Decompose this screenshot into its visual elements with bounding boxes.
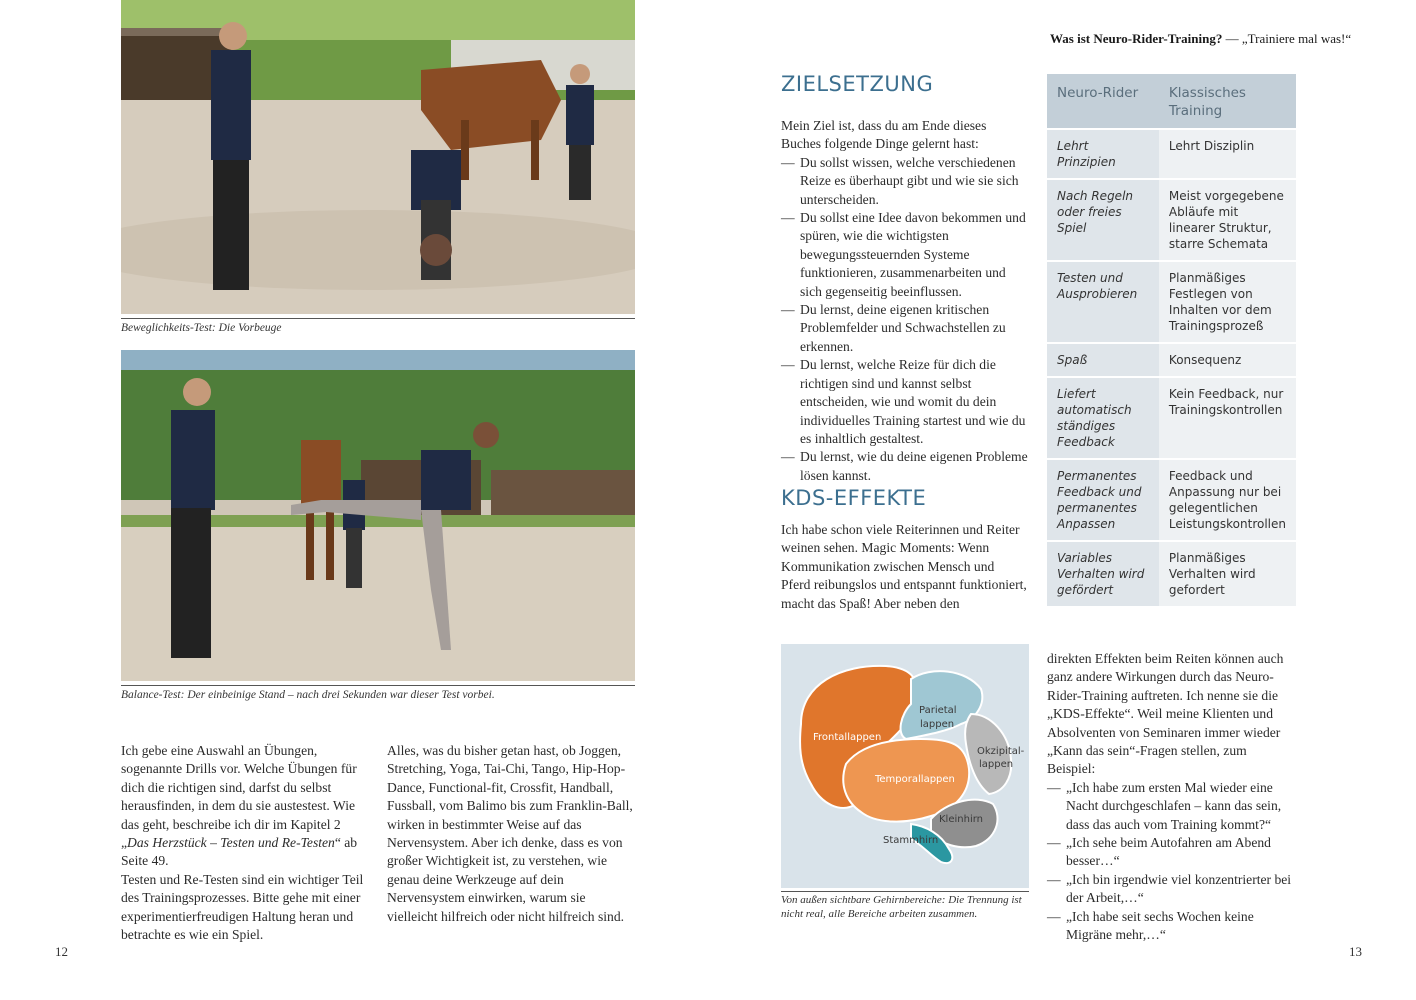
left-col1-p1-end: “ ab Seite 49.: [121, 835, 358, 869]
photo2-caption: Balance-Test: Der einbeinige Stand – nach drei Sekunden war dieser Test vorbei.: [121, 689, 495, 701]
page-number-left: 12: [55, 944, 68, 959]
kds-quote: — „Ich habe seit sechs Wochen keine Migräne mehr,…“: [1047, 908, 1297, 945]
running-head-dash: —: [1225, 31, 1239, 46]
kds-paragraph-1: Ich habe schon viele Reiterinnen und Reiter weinen sehen. Magic Moments: Wenn Kommunikation zwischen Mensch und Pferd reibungslos und entspannt funktioniert, macht das Spaß! Aber neben den: [781, 522, 1027, 611]
label-parietal-2: lappen: [920, 719, 955, 730]
photo-flexibility-test: [121, 0, 635, 314]
table-cell-neuro: Permanentes Feedback und permanentes Anpassen: [1047, 460, 1159, 542]
kds-quote: — „Ich habe zum ersten Mal wieder eine Nacht durchgeschlafen – kann das sein, dass das auch vom Training kommt?“: [1047, 779, 1297, 834]
table-cell-neuro: Spaß: [1047, 344, 1159, 378]
table-row: [1047, 344, 1296, 378]
table-cell-classic: Konsequenz: [1159, 344, 1296, 378]
left-col2-paragraph-1: Alles, was du bisher getan hast, ob Joggen, Stretching, Yoga, Tai-Chi, Tango, Hip-Hop-Dance, Functional-fit, Crossfit, Handball, Fussball, vom Balimo bis zum Franklin-Ball, wirken in bestimmter Weise auf das Nervensystem. Aber ich denke, dass es von großer Wichtigkeit ist, zu verstehen, wie genau deine Werkzeuge auf dein Nervensystem einwirken, warum sie vielleicht hilfreich oder nicht hilfreich sind.: [387, 743, 633, 924]
kds-quote: — „Ich sehe beim Autofahren am Abend besser…“: [1047, 834, 1297, 871]
kds-paragraph-2: direkten Effekten beim Reiten können auch ganz andere Wirkungen durch das Neuro-Rider-Training auftreten. Ich nenne sie die „KDS-Effekte“. Weil meine Klienten und Absolventen von Seminaren immer wieder „Kann das sein“-Fragen stellen, zum Beispiel:: [1047, 651, 1284, 777]
photo-balance-test: [121, 350, 635, 681]
left-col1-paragraph-2: Testen und Re-Testen sind ein wichtiger Teil des Trainingsprozesses. Bitte gehe mit einer experimentierfreudigen Haltung heran und betrachte es wie ein Spiel.: [121, 871, 364, 943]
brain-illustration: [781, 644, 1029, 888]
zielsetzung-item: — Du lernst, welche Reize für dich die richtigen sind und kannst selbst entscheiden, wie und womit du dein individuelles Training startest und wie du es inhaltlich gestaltest.: [781, 356, 1029, 448]
table-cell-neuro: Nach Regeln oder freies Spiel: [1047, 180, 1159, 262]
table-cell-classic: Feedback und Anpassung nur bei gelegentlichen Leistungskontrollen: [1159, 460, 1296, 542]
table-cell-neuro: Lehrt Prinzipien: [1047, 130, 1159, 180]
left-col1-paragraph-1: [121, 742, 371, 871]
table-row: [1047, 130, 1296, 180]
table-header-klassisches-training: Klassisches Training: [1159, 74, 1296, 130]
left-column-2: [387, 742, 635, 926]
label-parietal-1: Parietal: [919, 705, 957, 716]
table-row: [1047, 460, 1296, 542]
table-cell-classic: Lehrt Disziplin: [1159, 130, 1296, 180]
running-head: [1050, 31, 1351, 47]
heading-zielsetzung: ZIELSETZUNG: [781, 72, 934, 96]
table-cell-classic: Kein Feedback, nur Trainingskontrollen: [1159, 378, 1296, 460]
running-head-title: Was ist Neuro-Rider-Training?: [1050, 31, 1223, 46]
table-cell-classic: Meist vorgegebene Abläufe mit linearer Struktur, starre Schemata: [1159, 180, 1296, 262]
chapter-reference: Das Herzstück – Testen und Re-Testen: [127, 835, 335, 851]
brain-caption-rule: [781, 891, 1029, 892]
label-stem: Stammhirn: [883, 835, 939, 846]
zielsetzung-list: [781, 154, 1029, 485]
label-cerebellum: Kleinhirn: [939, 814, 983, 825]
zielsetzung-item: — Du lernst, wie du deine eigenen Probleme lösen kannst.: [781, 448, 1029, 485]
heading-kds-effekte: KDS-EFFEKTE: [781, 486, 927, 510]
comparison-table: [1047, 74, 1296, 608]
kds-continuation: [1047, 650, 1297, 945]
label-frontal: Frontallappen: [813, 732, 882, 743]
kds-quote: — „Ich bin irgendwie viel konzentrierter bei der Arbeit,…“: [1047, 871, 1297, 908]
photo1-caption: Beweglichkeits-Test: Die Vorbeuge: [121, 322, 282, 334]
photo2-caption-rule: [121, 685, 635, 686]
left-column-1: [121, 742, 371, 944]
table-row: [1047, 180, 1296, 262]
page-number-right: 13: [1349, 944, 1362, 959]
table-row: [1047, 262, 1296, 344]
label-temporal: Temporallappen: [875, 774, 955, 785]
label-occipital-1: Okzipital-: [977, 746, 1025, 757]
running-head-subtitle: „Trainiere mal was!“: [1241, 31, 1352, 46]
zielsetzung-item: — Du sollst wissen, welche verschiedenen Reize es überhaupt gibt und wie sie sich unterscheiden.: [781, 154, 1029, 209]
left-col1-p1-text: Ich gebe eine Auswahl an Übungen, sogenannte Drills vor. Welche Übungen für dich die richtigen sind, darfst du selbst herausfinden, in dem du sie austestest. Wie das geht, beschreibe ich dir im Kapitel 2 „: [121, 743, 357, 851]
zielsetzung-block: [781, 117, 1029, 485]
table-row: [1047, 378, 1296, 460]
zielsetzung-item: — Du lernst, deine eigenen kritischen Problemfelder und Schwachstellen zu erkennen.: [781, 301, 1029, 356]
table-cell-neuro: Testen und Ausprobieren: [1047, 262, 1159, 344]
table-header-neuro-rider: Neuro-Rider: [1047, 74, 1159, 130]
zielsetzung-intro: Mein Ziel ist, dass du am Ende dieses Buches folgende Dinge gelernt hast:: [781, 118, 987, 152]
brain-diagram: [781, 644, 1029, 888]
table-cell-neuro: Liefert automatisch ständiges Feedback: [1047, 378, 1159, 460]
label-occipital-2: lappen: [979, 759, 1014, 770]
table-cell-classic: Planmäßiges Festlegen von Inhalten vor dem Trainingsprozeß: [1159, 262, 1296, 344]
brain-caption: Von außen sichtbare Gehirnbereiche: Die Trennung ist nicht real, alle Bereiche arbeiten zusammen.: [781, 894, 1022, 920]
table-cell-neuro: Variables Verhalten wird gefördert: [1047, 542, 1159, 608]
table-header-row: [1047, 74, 1296, 130]
zielsetzung-item: — Du sollst eine Idee davon bekommen und spüren, wie die wichtigsten bewegungssteuernden Systeme funktionieren, zusammenarbeiten und sich gegenseitig beeinflussen.: [781, 209, 1029, 301]
table-row: [1047, 542, 1296, 608]
kds-quote-list: [1047, 779, 1297, 945]
photo1-caption-rule: [121, 318, 635, 319]
table-cell-classic: Planmäßiges Verhalten wird gefordert: [1159, 542, 1296, 608]
